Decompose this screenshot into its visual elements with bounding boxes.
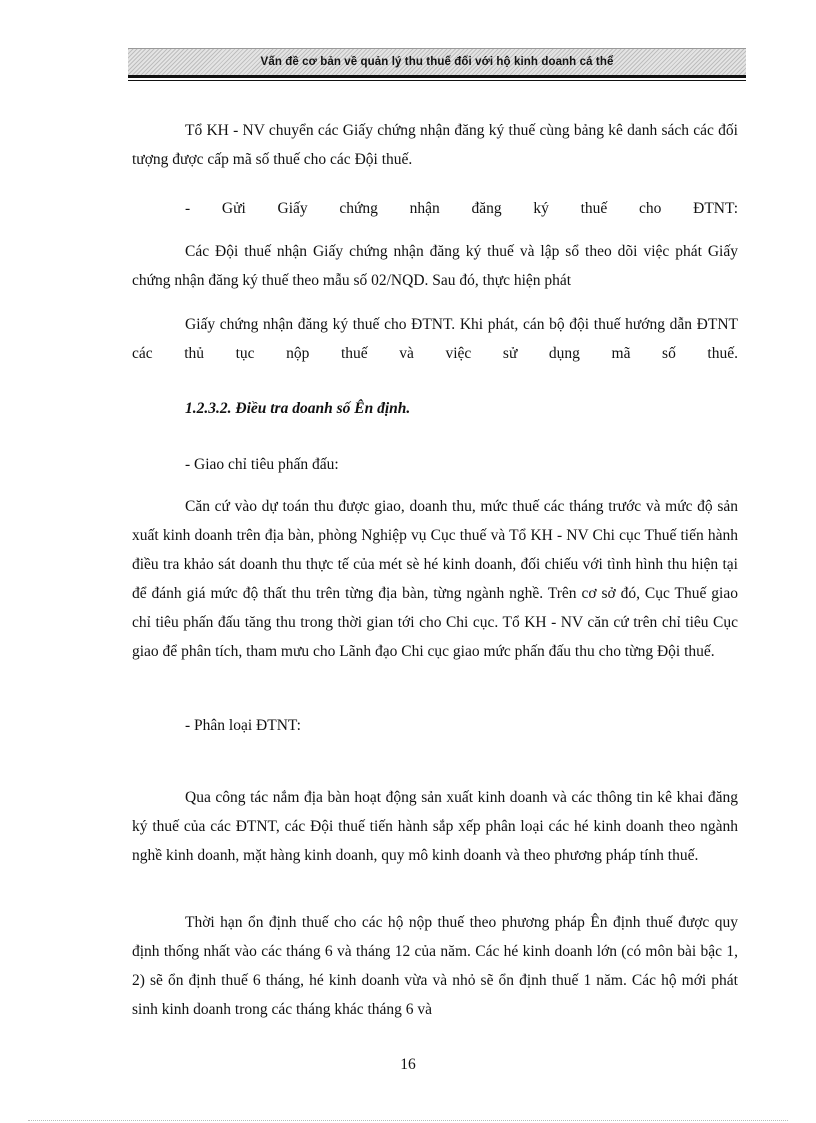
- paragraph-3: Các Đội thuế nhận Giấy chứng nhận đăng ký thuế và lập sổ theo dõi việc phát Giấy chứng nhận đăng ký thuế theo mẫu số 02/NQD. Sau đó, thực hiện phát: [132, 243, 738, 289]
- paragraph-5: - Giao chỉ tiêu phấn đấu:: [185, 456, 339, 473]
- paragraph-6: Căn cứ vào dự toán thu được giao, doanh thu, mức thuế các tháng trước và mức độ sản xuất kinh doanh trên địa bàn, phòng Nghiệp vụ Cục thuế và Tổ KH - NV Chi cục Thuế tiến hành điều tra khảo sát doanh thu thực tế của mét sè hé kinh doanh, đối chiếu với tình hình thu hiện tại để đánh giá mức độ thất thu trên từng địa bàn, từng ngành nghề. Trên cơ sở đó, Cục Thuế giao chỉ tiêu phấn đấu tăng thu trong thời gian tới cho Chi cục. Tổ KH - NV căn cứ trên chỉ tiêu Cục giao để phân tích, tham mưu cho Lãnh đạo Chi cục giao mức phấn đấu thu cho từng Đội thuế.: [132, 498, 738, 660]
- paragraph-4: Giấy chứng nhận đăng ký thuế cho ĐTNT. Khi phát, cán bộ đội thuế hướng dẫn ĐTNT các thủ tục nộp thuế và việc sử dụng mã số thuế.: [132, 316, 738, 362]
- footer-dotted-line: [28, 1120, 788, 1122]
- header-rule-thin: [128, 80, 746, 81]
- paragraph-7: - Phân loại ĐTNT:: [185, 717, 301, 734]
- paragraph-2: - Gửi Giấy chứng nhận đăng ký thuế cho ĐTNT:: [185, 200, 738, 217]
- paragraph-1: Tổ KH - NV chuyển các Giấy chứng nhận đăng ký thuế cùng bảng kê danh sách các đối tượng được cấp mã số thuế cho các Đội thuế.: [132, 122, 738, 168]
- paragraph-8: Qua công tác nắm địa bàn hoạt động sản xuất kinh doanh và các thông tin kê khai đăng ký thuế của các ĐTNT, các Đội thuế tiến hành sắp xếp phân loại các hé kinh doanh theo ngành nghề kinh doanh, mặt hàng kinh doanh, quy mô kinh doanh và theo phương pháp tính thuế.: [132, 789, 738, 864]
- section-heading: 1.2.3.2. Điều tra doanh số Ên định.: [185, 400, 411, 417]
- header-rule-thick: [128, 75, 746, 78]
- page-number: 16: [400, 1056, 416, 1073]
- running-header-title: Vấn đề cơ bản về quản lý thu thuế đối với hộ kinh doanh cá thể: [260, 56, 614, 68]
- header-band: [128, 48, 746, 75]
- paragraph-9: Thời hạn ổn định thuế cho các hộ nộp thuế theo phương pháp Ên định thuế được quy định thống nhất vào các tháng 6 và tháng 12 của năm. Các hé kinh doanh lớn (có môn bài bậc 1, 2) sẽ ổn định thuế 6 tháng, hé kinh doanh vừa và nhỏ sẽ ổn định thuế 1 năm. Các hộ mới phát sinh kinh doanh trong các tháng khác tháng 6 và: [132, 914, 738, 1018]
